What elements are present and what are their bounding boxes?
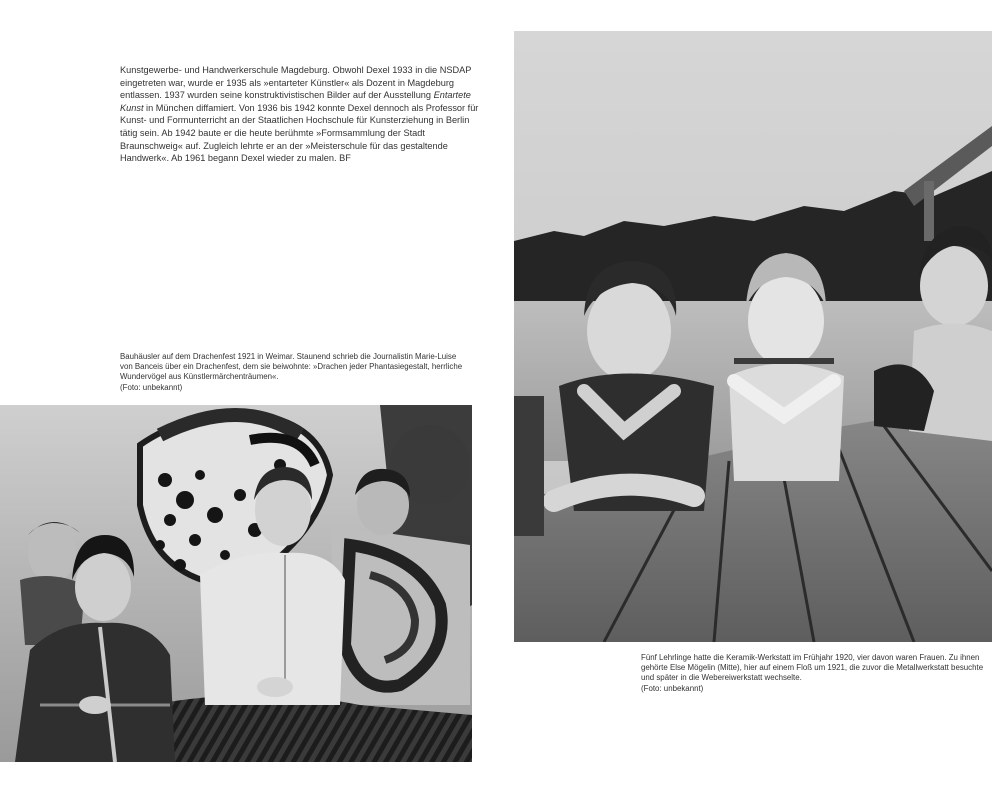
caption-raft-text: Fünf Lehrlinge hatte die Keramik-Werkstatt im Frühjahr 1920, vier davon waren Frauen. Zu ihnen gehörte Else Mögelin (Mitte), hier auf einem Floß um 1921, die zuvor die Metallwerkstatt besuchte und später in die Webereiwerkstatt wechselte. xyxy=(641,653,984,683)
body-paragraph xyxy=(120,64,480,165)
body-text xyxy=(120,64,480,165)
body-text-part-1: Kunstgewerbe- und Handwerkerschule Magdeburg. Obwohl Dexel 1933 in die NSDAP eingetreten war, wurde er 1935 als »entarteter Künstler« als Dozent in Magdeburg entlassen. 1937 wurden seine konstruktivistischen Bilder auf der Ausstellung xyxy=(120,65,472,101)
caption-raft xyxy=(641,653,991,694)
photo-raft-lake xyxy=(514,31,992,642)
caption-kite-credit: (Foto: unbekannt) xyxy=(120,382,183,392)
caption-raft-credit: (Foto: unbekannt) xyxy=(641,683,704,693)
caption-kite-festival xyxy=(120,352,470,393)
photo-kite-festival xyxy=(0,405,472,762)
body-text-part-2: in München diffamiert. Von 1936 bis 1942 konnte Dexel dennoch als Professor für Kunst- und Formunterricht an der Staatlichen Hochschule für Kunsterziehung in Berlin tätig sein. Ab 1942 baute er die heute berühmte »Formsammlung der Stadt Braunschweig« auf. Zugleich lehrte er an der »Meisterschule für das gestaltende Handwerk«. Ab 1961 begann Dexel wieder zu malen. BF xyxy=(120,102,479,164)
caption-kite-text: Bauhäusler auf dem Drachenfest 1921 in Weimar. Staunend schrieb die Journalistin Marie-Luise von Banceis über ein Drachenfest, dem sie beiwohnte: »Drachen jeder Phantasiegestalt, herrliche Wundervögel aus Künstlermärchenträumen«. xyxy=(120,352,463,382)
exhibition-title: Entartete Kunst xyxy=(120,90,471,113)
